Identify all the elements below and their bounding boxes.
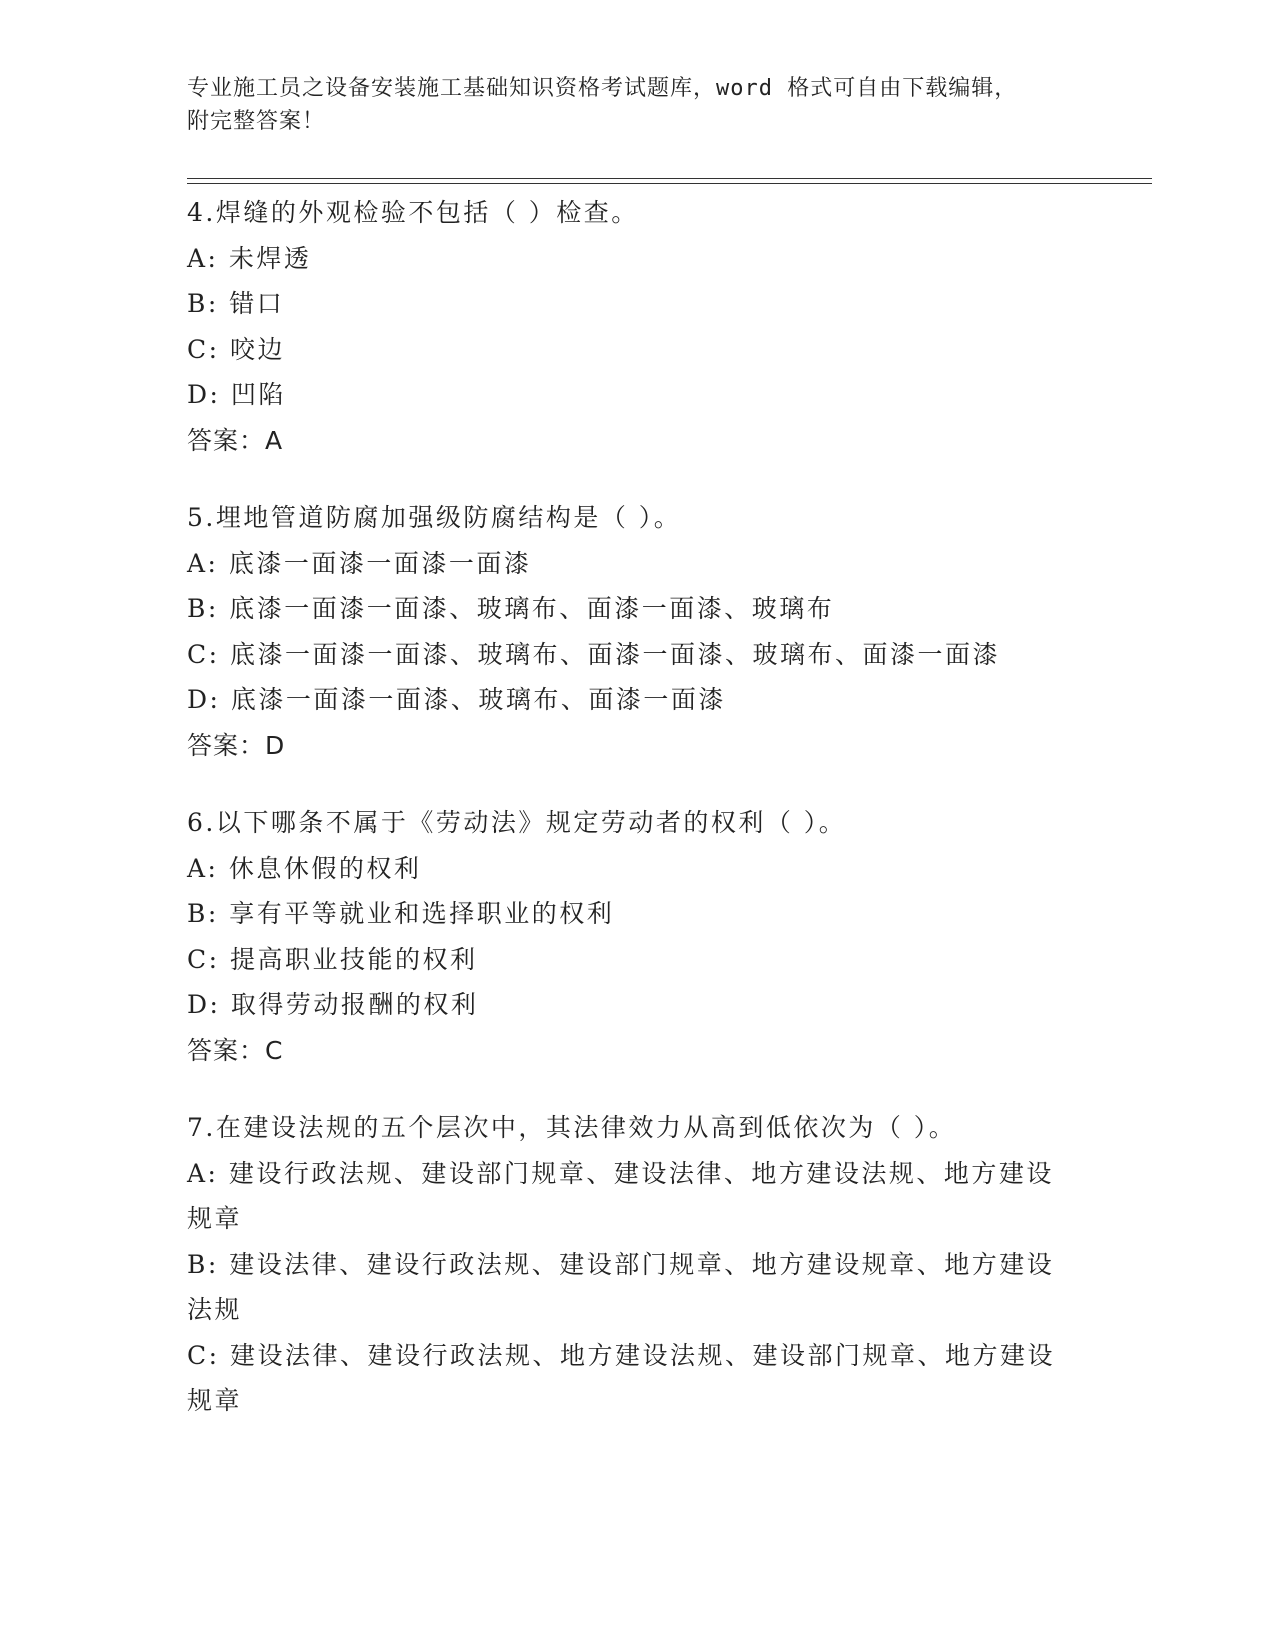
option-d: D: 取得劳动报酬的权利 xyxy=(187,990,479,1019)
option-a: A: 休息休假的权利 xyxy=(187,853,422,883)
option-b: B: 错口 xyxy=(187,289,285,318)
option-c: C: 咬边 xyxy=(187,334,285,364)
document-header xyxy=(187,72,1067,138)
option-b: B: 建设法律、建设行政法规、建设部门规章、地方建设规章、地方建设法规 xyxy=(187,1249,1055,1324)
option-c: C: 提高职业技能的权利 xyxy=(187,944,478,974)
question-5 xyxy=(187,495,1067,768)
option-a: A: 底漆一面漆一面漆一面漆 xyxy=(187,548,532,578)
option-a: A: 建设行政法规、建设部门规章、建设法律、地方建设法规、地方建设规章 xyxy=(187,1158,1054,1233)
option-a: A: 未焊透 xyxy=(187,243,312,273)
question-4 xyxy=(187,190,1067,463)
header-title-line-2: 附完整答案！ xyxy=(187,109,326,134)
question-6 xyxy=(187,800,1067,1073)
answer-label: 答案：C xyxy=(187,1035,284,1065)
option-c: C: 底漆一面漆一面漆、玻璃布、面漆一面漆、玻璃布、面漆一面漆 xyxy=(187,639,1001,669)
question-7 xyxy=(187,1105,1067,1424)
question-stem: 5.埋地管道防腐加强级防腐结构是（ ）。 xyxy=(187,503,682,532)
question-stem: 7.在建设法规的五个层次中，其法律效力从高到低依次为（ ）。 xyxy=(187,1113,957,1142)
option-b: B: 享有平等就业和选择职业的权利 xyxy=(187,899,615,928)
header-title-line-1: 专业施工员之设备安装施工基础知识资格考试题库，word 格式可自由下载编辑， xyxy=(187,76,1018,101)
question-stem: 4.焊缝的外观检验不包括（ ）检查。 xyxy=(187,198,639,227)
question-stem: 6.以下哪条不属于《劳动法》规定劳动者的权利（ ）。 xyxy=(187,808,847,837)
option-b: B: 底漆一面漆一面漆、玻璃布、面漆一面漆、玻璃布 xyxy=(187,594,835,623)
option-d: D: 凹陷 xyxy=(187,380,286,409)
answer-label: 答案：D xyxy=(187,730,286,760)
option-d: D: 底漆一面漆一面漆、玻璃布、面漆一面漆 xyxy=(187,685,726,714)
option-c: C: 建设法律、建设行政法规、地方建设法规、建设部门规章、地方建设规章 xyxy=(187,1340,1056,1415)
header-divider-bottom xyxy=(187,183,1152,184)
answer-label: 答案：A xyxy=(187,425,284,455)
question-list xyxy=(187,190,1067,1456)
header-divider-top xyxy=(187,178,1152,179)
